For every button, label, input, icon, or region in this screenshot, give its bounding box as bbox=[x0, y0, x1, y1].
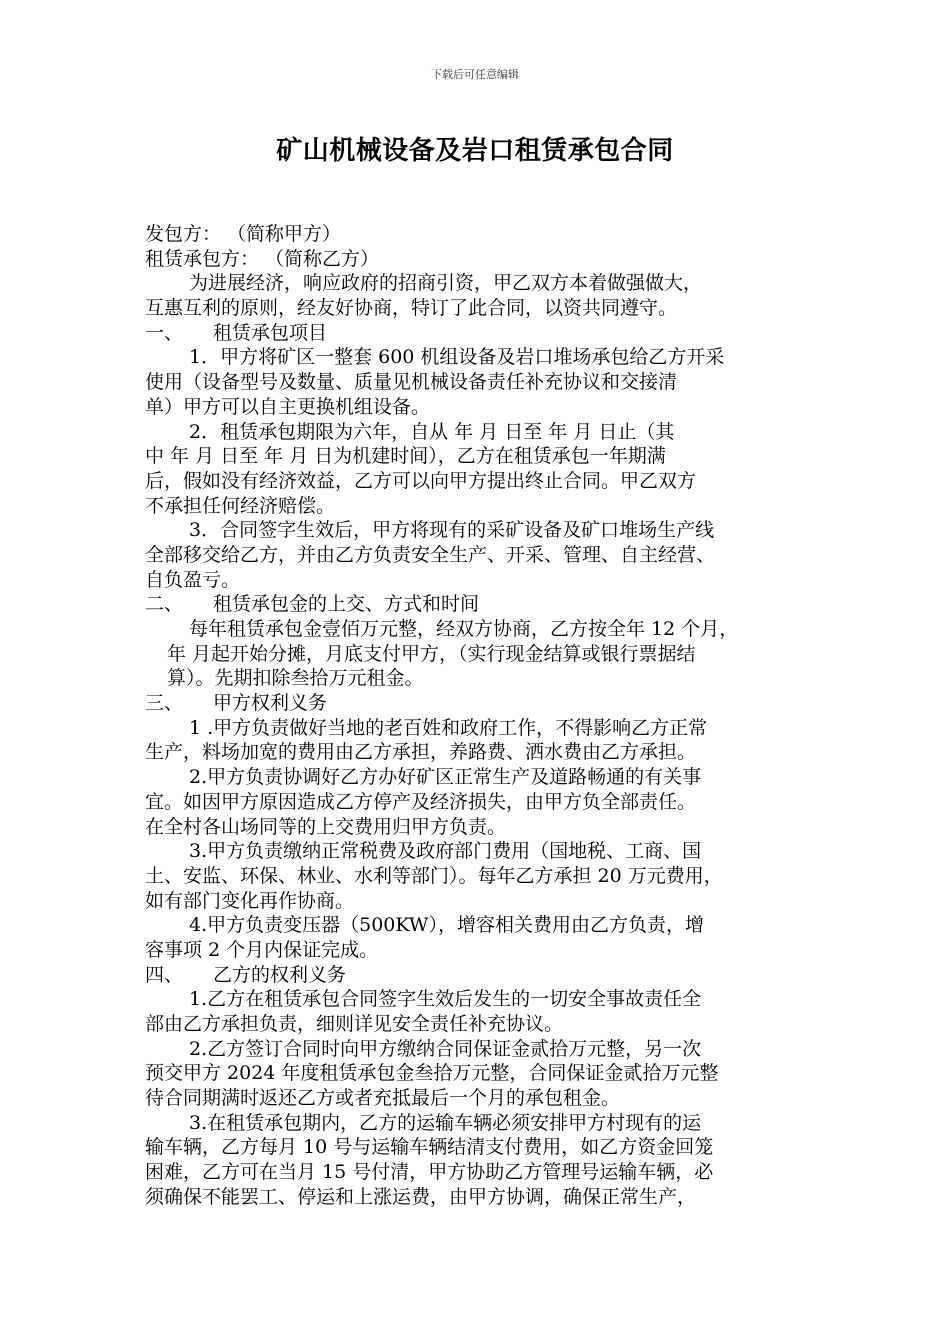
body-line: 中 年 月 日至 年 月 日为机建时间），乙方在租赁承包一年期满 bbox=[145, 445, 666, 468]
body-line: 困难，乙方可在当月 15 号付清，甲方协助乙方管理号运输车辆，必 bbox=[145, 1161, 714, 1184]
body-line: 2．租赁承包期限为六年，自从 年 月 日至 年 月 日止（其 bbox=[189, 420, 675, 443]
section-title: 租赁承包金的上交、方式和时间 bbox=[213, 593, 480, 616]
body-line: 预交甲方 2024 年度租赁承包金叁拾万元整，合同保证金贰拾万元整 bbox=[145, 1062, 719, 1085]
section-heading bbox=[145, 592, 825, 617]
section-heading bbox=[145, 691, 825, 716]
body-line: 部由乙方承担负责，细则详见安全责任补充协议。 bbox=[145, 1013, 564, 1035]
body-line: 1 .甲方负责做好当地的老百姓和政府工作，不得影响乙方正常 bbox=[189, 716, 708, 739]
body-line: 单）甲方可以自主更换机组设备。 bbox=[145, 395, 431, 418]
body-line: 须确保不能罢工、停运和上涨运费，由甲方协调，确保正常生产， bbox=[145, 1185, 697, 1208]
body-line: 3.甲方负责缴纳正常税费及政府部门费用（国地税、工商、国 bbox=[189, 840, 702, 863]
section-title: 乙方的权利义务 bbox=[213, 963, 347, 986]
body-line: 不承担任何经济赔偿。 bbox=[145, 494, 336, 517]
section-number: 二、 bbox=[145, 593, 184, 616]
body-line: 3．合同签字生效后，甲方将现有的采矿设备及矿口堆场生产线 bbox=[189, 519, 715, 542]
body-line: 待合同期满时返还乙方或者充抵最后一个月的承包租金。 bbox=[145, 1087, 621, 1110]
body-line: 在全村各山场同等的上交费用归甲方负责。 bbox=[145, 815, 507, 838]
body-line: 互惠互利的原则，经友好协商，特订了此合同，以资共同遵守。 bbox=[145, 297, 678, 320]
body-line: 宜。如因甲方原因造成乙方停产及经济损失，由甲方负全部责任。 bbox=[145, 790, 697, 813]
section-number: 一、 bbox=[145, 321, 184, 344]
body-line: 如有部门变化再作协商。 bbox=[145, 889, 355, 912]
section-heading bbox=[145, 963, 825, 988]
body-line: 4.甲方负责变压器（500KW），增容相关费用由乙方负责，增 bbox=[189, 914, 704, 937]
body-line: 全部移交给乙方，并由乙方负责安全生产、开采、管理、自主经营、 bbox=[145, 543, 716, 566]
header-note: 下载后可任意编辑 bbox=[431, 68, 519, 81]
body-line: 后，假如没有经济效益，乙方可以向甲方提出终止合同。甲乙双方 bbox=[145, 469, 697, 492]
body-line: 2.甲方负责协调好乙方办好矿区正常生产及道路畅通的有关事 bbox=[189, 766, 702, 789]
section-number: 四、 bbox=[145, 963, 184, 986]
body-line: 2.乙方签订合同时向甲方缴纳合同保证金贰拾万元整，另一次 bbox=[189, 1037, 702, 1060]
body-line: 为进展经济，响应政府的招商引资，甲乙双方本着做强做大， bbox=[189, 272, 703, 295]
section-heading bbox=[145, 321, 825, 346]
body-line: 1．甲方将矿区一整套 600 机组设备及岩口堆场承包给乙方开采 bbox=[189, 346, 725, 369]
body-line: 使用（设备型号及数量、质量见机械设备责任补充协议和交接清 bbox=[145, 371, 678, 394]
section-title: 甲方权利义务 bbox=[213, 692, 328, 715]
body-line: 生产，料场加宽的费用由乙方承担，养路费、洒水费由乙方承担。 bbox=[145, 741, 697, 764]
section-number: 三、 bbox=[145, 692, 184, 715]
body-line: 容事项 2 个月内保证完成。 bbox=[145, 938, 379, 961]
section-title: 租赁承包项目 bbox=[213, 321, 328, 344]
document-title: 矿山机械设备及岩口租赁承包合同 bbox=[276, 136, 674, 166]
body-line: 3.在租赁承包期内，乙方的运输车辆必须安排甲方村现有的运 bbox=[189, 1111, 702, 1134]
body-line: 每年租赁承包金壹佰万元整，经双方协商，乙方按全年 12 个月， bbox=[189, 618, 739, 640]
body-line: 算）。先期扣除叁拾万元租金。 bbox=[167, 667, 424, 690]
body-line: 输车辆，乙方每月 10 号与运输车辆结清支付费用，如乙方资金回笼 bbox=[145, 1136, 714, 1159]
body-line: 1.乙方在租赁承包合同签字生效后发生的一切安全事故责任全 bbox=[189, 988, 702, 1011]
body-line: 年 月起开始分摊，月底支付甲方，（实行现金结算或银行票据结 bbox=[167, 642, 696, 665]
body-line: 土、安监、环保、林业、水利等部门）。每年乙方承担 20 万元费用， bbox=[145, 864, 723, 887]
body-line: 自负盈亏。 bbox=[145, 568, 241, 591]
body-line: 发包方： （简称甲方） bbox=[145, 223, 342, 245]
contract-body bbox=[145, 222, 825, 1210]
body-line: 租赁承包方： （简称乙方） bbox=[145, 247, 380, 270]
